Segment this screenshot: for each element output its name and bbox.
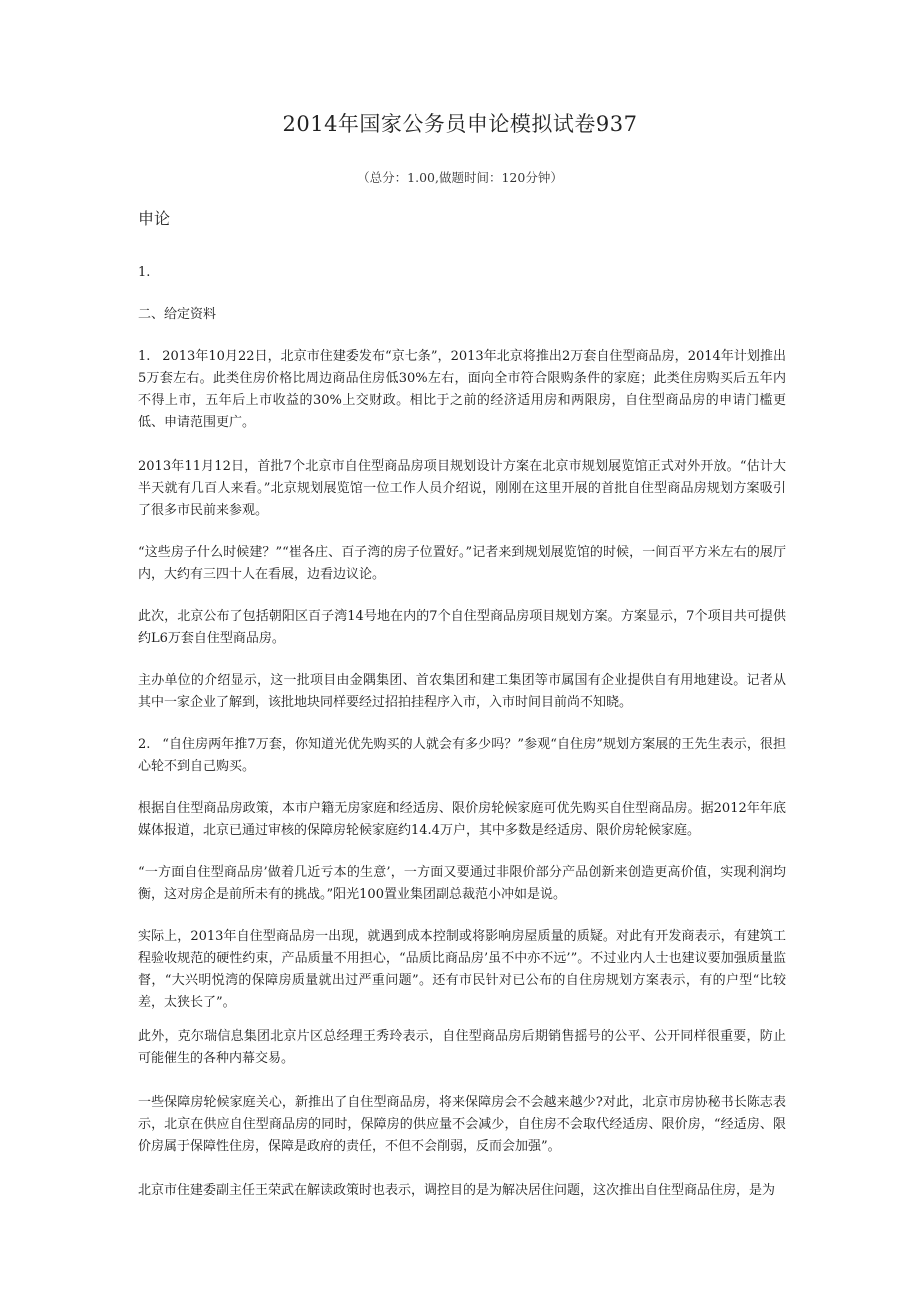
paragraph-number: 1.: [138, 349, 151, 364]
paragraph: [138, 1026, 786, 1070]
paragraph: [138, 346, 786, 434]
part-heading-label: 二、给定资料: [138, 307, 217, 322]
paragraph-text: 一些保障房轮候家庭关心，新推出了自住型商品房，将来保障房会不会越来越少?对此，北京市房协秘书长陈志表示，北京在供应自住型商品房的同时，保障房的供应量不会减少，自住房不会取代经适房、限价房，“经适房、限价房属于保障性住房，保障是政府的责任，不但不会削弱，反而会加强”。: [138, 1095, 786, 1154]
paragraph: [138, 670, 786, 714]
paragraph-text: 2013年11月12日，首批7个北京市自住型商品房项目规划设计方案在北京市规划展览馆正式对外开放。“估计大半天就有几百人来看。”北京规划展览馆一位工作人员介绍说，刚刚在这里开展的首批自住型商品房规划方案吸引了很多市民前来参观。: [138, 459, 786, 518]
paragraph: [138, 1180, 786, 1202]
section-heading: 申论: [138, 209, 171, 228]
paragraph-text: 此次，北京公布了包括朝阳区百子湾14号地在内的7个自住型商品房项目规划方案。方案显示，7个项目共可提供约L6万套自住型商品房。: [138, 609, 786, 646]
paragraph: [138, 798, 786, 842]
paragraph-text: 此外，克尔瑞信息集团北京片区总经理王秀玲表示，自住型商品房后期销售摇号的公平、公开同样很重要，防止可能催生的各种内幕交易。: [138, 1029, 786, 1066]
paragraph: [138, 734, 786, 778]
paragraph: [138, 1092, 786, 1158]
paragraph: [138, 926, 786, 1014]
question-number: [138, 262, 786, 284]
paragraph-text: 实际上，2013年自住型商品房一出现，就遇到成本控制或将影响房屋质量的质疑。对此有开发商表示，有建筑工程验收规范的硬性约束，产品质量不用担心，“品质比商品房’虽不中亦不远’”。不过业内人士也建议要加强质量监督，“大兴明悦湾的保障房质量就出过严重问题”。还有市民针对已公布的自住房规划方案表示，有的户型“比较差，太狭长了”。: [138, 929, 786, 1010]
paragraph: [138, 456, 786, 522]
paragraph-text: 2013年10月22日，北京市住建委发布“京七条”，2013年北京将推出2万套自住型商品房，2014年计划推出5万套左右。此类住房价格比周边商品住房低30%左右，面向全市符合限购条件的家庭；此类住房购买后五年内不得上市，五年后上市收益的30%上交财政。相比于之前的经济适用房和两限房，自住型商品房的申请门槛更低、申请范围更广。: [138, 349, 786, 430]
paragraph: [138, 862, 786, 906]
paragraph-text: 北京市住建委副主任王荣武在解读政策时也表示，调控目的是为解决居住问题，这次推出自住型商品住房，是为: [138, 1183, 776, 1198]
paragraph: [138, 606, 786, 650]
paragraph-text: 根据自住型商品房政策，本市户籍无房家庭和经适房、限价房轮候家庭可优先购买自住型商品房。据2012年年底媒体报道，北京已通过审核的保障房轮候家庭约14.4万户，其中多数是经适房、限价房轮候家庭。: [138, 801, 786, 838]
paragraph-text: “一方面自住型商品房’做着几近亏本的生意’，一方面又要通过非限价部分产品创新来创造更高价值，实现利润均衡，这对房企是前所未有的挑战。”阳光100置业集团副总裁范小冲如是说。: [138, 865, 786, 902]
question-number-label: 1.: [138, 265, 151, 280]
document-title: 2014年国家公务员申论模拟试卷937: [282, 112, 638, 136]
document-subtitle: （总分：1.00,做题时间：120分钟）: [357, 170, 563, 185]
paragraph-text: “这些房子什么时候建？”“崔各庄、百子湾的房子位置好。”记者来到规划展览馆的时候，一间百平方米左右的展厅内，大约有三四十人在看展，边看边议论。: [138, 545, 786, 582]
paragraph-text: “自住房两年推7万套，你知道光优先购买的人就会有多少吗？”参观“自住房”规划方案展的王先生表示，很担心轮不到自己购买。: [138, 737, 786, 774]
paragraph-text: 主办单位的介绍显示，这一批项目由金隅集团、首农集团和建工集团等市属国有企业提供自有用地建设。记者从其中一家企业了解到，该批地块同样要经过招拍挂程序入市，入市时间目前尚不知晓。: [138, 673, 786, 710]
paragraph: [138, 542, 786, 586]
part-heading: [138, 304, 786, 326]
paragraph-number: 2.: [138, 737, 151, 752]
